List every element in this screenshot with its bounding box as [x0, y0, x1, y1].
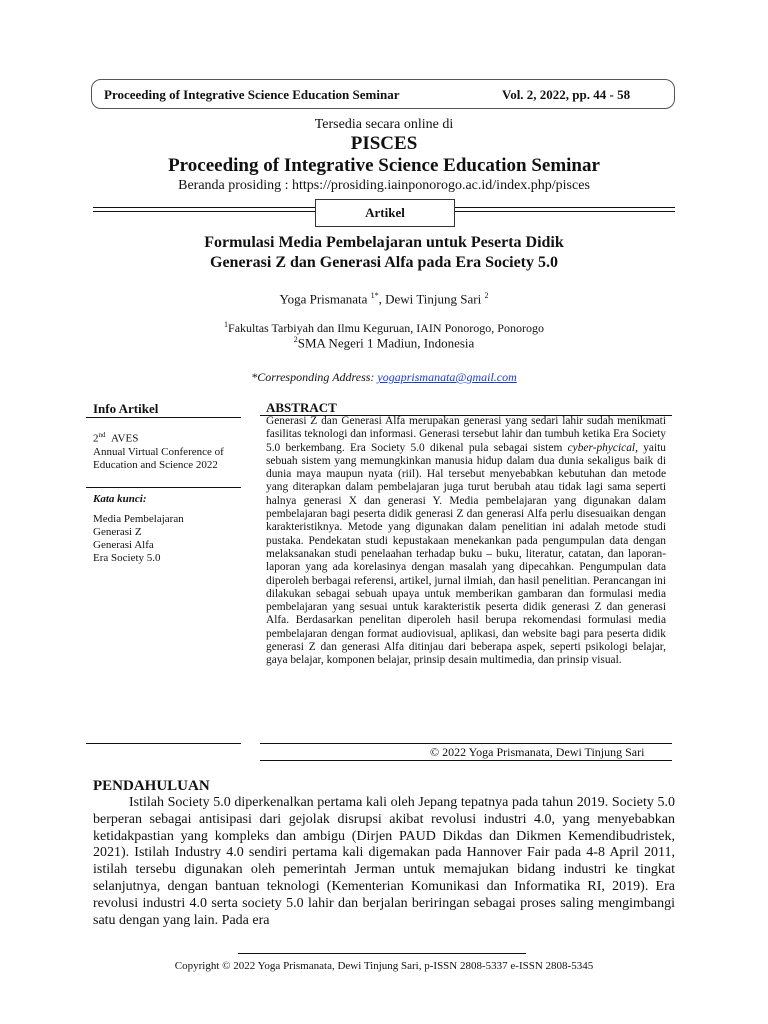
conference-line: Annual Virtual Conference of — [93, 445, 224, 458]
section-heading: PENDAHULUAN — [93, 778, 210, 794]
divider-line — [86, 487, 241, 488]
keyword-item: Generasi Z — [93, 526, 142, 538]
author-name: Yoga Prismanata — [279, 291, 368, 307]
keyword-item: Generasi Alfa — [93, 539, 154, 551]
corresponding-label: *Corresponding Address: — [251, 370, 378, 384]
keyword-list — [93, 513, 243, 565]
abstract-text-part: , yaitu sebuah sistem yang memungkinkan manusia hidup dalam dua dunia sekaligus baik di dunia maya maupun nyata (riil). Hal tersebut menyebabkan kebutuhan dan metode yang diterapkan dalam pembelajaran juga turut berubah atau tidak lagi sama seperti halnya generasi X dan generasi Y. Media pembelajaran yang digunakan dalam pembelajaran bagi peserta didik generasi Z dan generasi Alfa perlu disesuaikan dengan karakteristiknya. Metode yang digunakan dalam penelitian ini adalah metode studi pustaka. Pendekatan studi kepustakaan menekankan pada pengumpulan data dengan melaksanakan studi penelaahan terhadap buku – buku, literatur, catatan, dan laporan-laporan yang ada korelasinya dengan masalah yang dipecahkan. Pengumpulan data diperoleh berbagai referensi, artikel, jurnal ilmiah, dan hasil penelitian. Perancangan ini dilakukan sebagai sebuah upaya untuk memberikan gambaran dan formulasi media pembelajaran yang sesuai untuk karakteristik peserta didik generasi Z dan generasi Alfa. Berdasarkan penelitan diperoleh hasil berupa rekomendasi formulasi media pembelajaran dengan format audiovisual, aplikasi, dan website bagi para peserta didik generasi Z dan generasi Alfa ditinjau dari beberapa aspek, seperti psikologi belajar, gaya belajar, komponen belajar, prinsip desain multimedia, dan prinsip visual. — [266, 441, 666, 667]
author-separator: , — [378, 291, 386, 307]
corresponding-address — [0, 370, 768, 385]
conference-number: 2 — [93, 432, 99, 445]
author-list — [0, 291, 768, 307]
affiliation-text: Fakultas Tarbiyah dan Ilmu Keguruan, IAIN Ponorogo, Ponorogo — [228, 321, 544, 335]
author-affiliation-mark: 1* — [370, 291, 379, 300]
divider-line — [86, 417, 241, 418]
intro-paragraph: Istilah Society 5.0 diperkenalkan pertama kali oleh Jepang tepatnya pada tahun 2019. Society 5.0 berperan sebagai antisipasi dari gejolak disrupsi akibat revolusi industri 4.0, yang menyebabkan ketidakpastian yang kompleks dan ambigu (Dirjen PAUD Dikdas dan Dikmen Kemendibudristek, 2021). Istilah Industry 4.0 sendiri pertama kali digemakan pada Hannover Fair pada 4-8 April 2011, istilah tersebu digunakan oleh pemerintah Jerman untuk memajukan bidang industri ke tingkat selanjutnya, dengan bantuan teknologi (Kementerian Komunikasi dan Informatika RI, 2019). Era revolusi industri 4.0 serta society 5.0 lahir dan berjalan beriringan sebagai proses saling mengimbangi satu dengan yang lain. Pada era — [93, 795, 675, 928]
journal-acronym: PISCES — [350, 133, 418, 154]
volume-info: Vol. 2, 2022, pp. 44 - 58 — [502, 87, 631, 102]
journal-homepage[interactable]: Beranda prosiding : https://prosiding.iainponorogo.ac.id/index.php/pisces — [178, 178, 590, 193]
abstract-text-part: Generasi Z dan Generasi Alfa merupakan generasi yang sedari lahir sudah menikmati fasilitas teknologi dan informasi. Generasi tersebut lahir dan tumbuh ketika Era Society 5.0 berkembang. Era Society 5.0 dikenal pula sebagai sistem — [266, 415, 666, 454]
abstract-copyright: © 2022 Yoga Prismanata, Dewi Tinjung Sari — [430, 745, 645, 759]
journal-title: Proceeding of Integrative Science Education Seminar — [168, 155, 600, 176]
divider-line — [260, 743, 672, 744]
article-title-line: Formulasi Media Pembelajaran untuk Peserta Didik — [204, 234, 564, 251]
availability-note: Tersedia secara online di — [314, 117, 454, 132]
affiliation-mark: 2 — [293, 335, 298, 344]
affiliation — [0, 335, 768, 351]
affiliation — [0, 320, 768, 336]
divider-line — [260, 760, 672, 761]
journal-name: Proceeding of Integrative Science Education Seminar — [104, 87, 400, 102]
affiliation-text: SMA Negeri 1 Madiun, Indonesia — [297, 335, 475, 351]
info-heading: Info Artikel — [93, 401, 159, 416]
abstract-text — [266, 415, 666, 668]
conference-line: Education and Science 2022 — [93, 458, 218, 471]
abstract-heading: ABSTRACT — [266, 400, 337, 415]
keywords-heading: Kata kunci: — [93, 493, 147, 505]
keyword-item: Media Pembelajaran — [93, 513, 184, 525]
footer-rule — [238, 953, 526, 954]
keyword-item: Era Society 5.0 — [93, 552, 161, 564]
article-type-label: Artikel — [315, 199, 455, 227]
divider-line — [86, 743, 241, 744]
article-title-line: Generasi Z dan Generasi Alfa pada Era Society 5.0 — [210, 254, 558, 271]
article-title — [0, 233, 768, 273]
conference-ordinal: nd — [98, 431, 106, 439]
footer-copyright: Copyright © 2022 Yoga Prismanata, Dewi Tinjung Sari, p-ISSN 2808-5337 e-ISSN 2808-5345 — [174, 960, 594, 972]
affiliation-mark: 1 — [224, 320, 229, 329]
author-name: Dewi Tinjung Sari — [385, 291, 482, 307]
abstract-italic-term: cyber-phycical — [567, 441, 636, 454]
conference-acronym: AVES — [111, 432, 139, 445]
author-affiliation-mark: 2 — [484, 291, 489, 300]
conference-info — [93, 429, 243, 472]
corresponding-email-link[interactable]: yogaprismanata@gmail.com — [377, 370, 517, 384]
